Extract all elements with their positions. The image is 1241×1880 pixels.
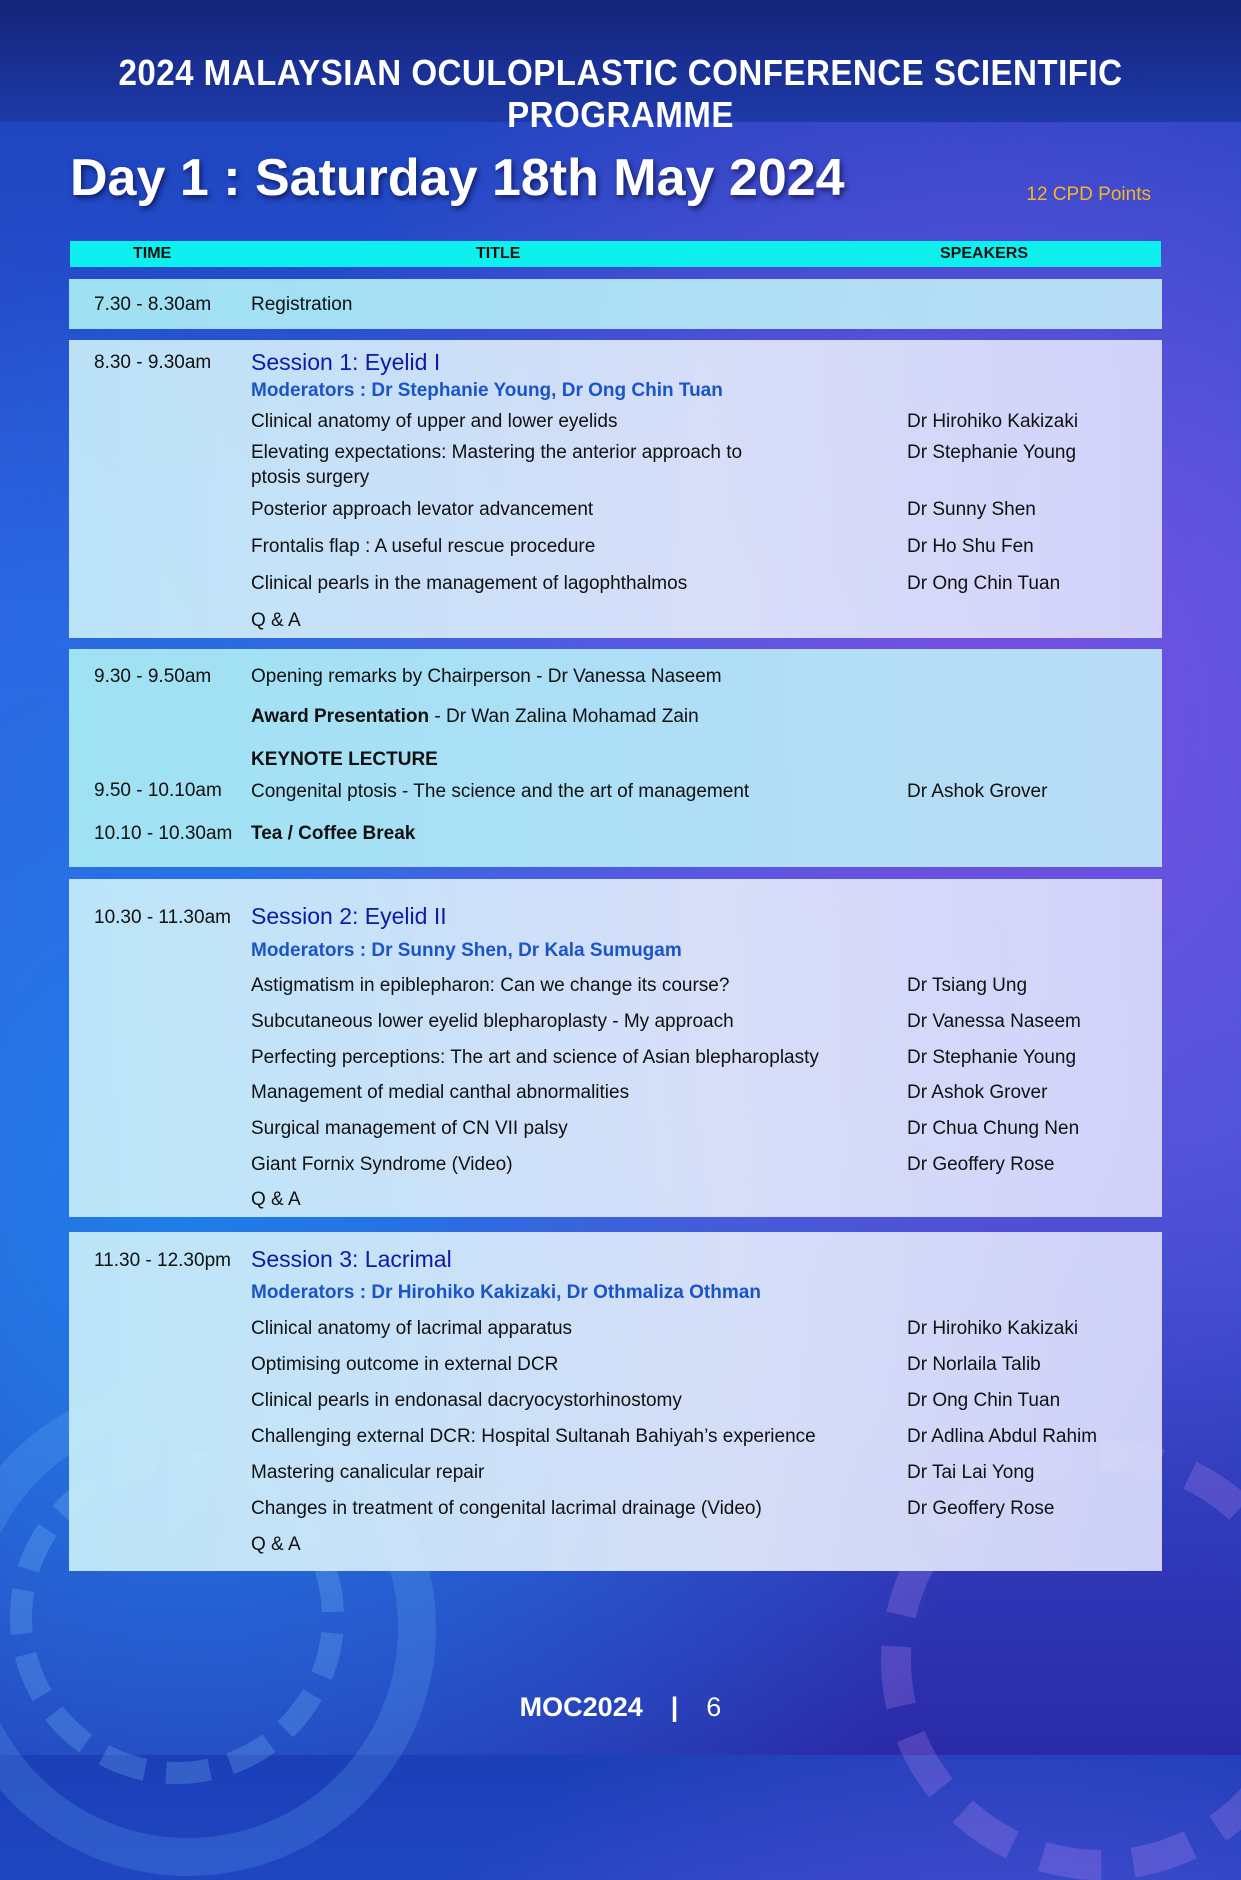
page-footer bbox=[0, 1692, 1241, 1723]
talk-speaker: Dr Tai Lai Yong bbox=[907, 1462, 1035, 1483]
talk-title-cont: ptosis surgery bbox=[251, 467, 370, 488]
event-name: MOC2024 bbox=[519, 1692, 643, 1722]
talk-speaker: Dr Hirohiko Kakizaki bbox=[907, 411, 1079, 432]
session-3-panel bbox=[69, 1232, 1162, 1571]
session-title: Session 1: Eyelid I bbox=[251, 349, 441, 375]
time-cell: 11.30 - 12.30pm bbox=[94, 1250, 231, 1271]
day-title: Day 1 : Saturday 18th May 2024 bbox=[70, 149, 845, 207]
column-header bbox=[70, 241, 1161, 267]
award-presenter: - Dr Wan Zalina Mohamad Zain bbox=[429, 706, 699, 727]
talk-speaker: Dr Sunny Shen bbox=[907, 499, 1036, 520]
talk-speaker: Dr Adlina Abdul Rahim bbox=[907, 1426, 1098, 1447]
moderators: Moderators : Dr Sunny Shen, Dr Kala Sumugam bbox=[251, 940, 682, 961]
talk-speaker: Dr Geoffery Rose bbox=[907, 1154, 1055, 1175]
talk-speaker: Dr Stephanie Young bbox=[907, 1047, 1077, 1068]
opening-remarks: Opening remarks by Chairperson - Dr Vanessa Naseem bbox=[251, 666, 722, 687]
footer-separator: | bbox=[670, 1692, 679, 1722]
talk-title: Frontalis flap : A useful rescue procedure bbox=[251, 536, 596, 557]
time-cell: 7.30 - 8.30am bbox=[94, 294, 212, 315]
talk-speaker: Dr Vanessa Naseem bbox=[907, 1011, 1081, 1032]
award-label: Award Presentation bbox=[251, 706, 430, 727]
talk-title: Clinical pearls in the management of lagophthalmos bbox=[251, 573, 688, 594]
keynote-title: Congenital ptosis - The science and the art of management bbox=[251, 781, 750, 802]
talk-speaker: Dr Chua Chung Nen bbox=[907, 1118, 1080, 1139]
break-title: Tea / Coffee Break bbox=[251, 823, 416, 844]
talk-title: Giant Fornix Syndrome (Video) bbox=[251, 1154, 513, 1175]
talk-speaker: Dr Geoffery Rose bbox=[907, 1498, 1055, 1519]
header-bar bbox=[0, 0, 1241, 135]
column-title: TITLE bbox=[476, 245, 521, 262]
cpd-points: 12 CPD Points bbox=[1026, 184, 1151, 205]
column-speakers: SPEAKERS bbox=[940, 245, 1029, 262]
talk-title: Subcutaneous lower eyelid blepharoplasty - My approach bbox=[251, 1011, 734, 1032]
qa-label: Q & A bbox=[251, 610, 301, 631]
talk-speaker: Dr Tsiang Ung bbox=[907, 975, 1028, 996]
talk-title: Perfecting perceptions: The art and science of Asian blepharoplasty bbox=[251, 1047, 819, 1068]
time-cell: 9.30 - 9.50am bbox=[94, 666, 212, 687]
talk-title: Surgical management of CN VII palsy bbox=[251, 1118, 568, 1139]
award-presentation bbox=[251, 706, 699, 728]
keynote-speaker: Dr Ashok Grover bbox=[907, 781, 1048, 802]
time-cell: 9.50 - 10.10am bbox=[94, 780, 222, 801]
talk-title: Changes in treatment of congenital lacrimal drainage (Video) bbox=[251, 1498, 762, 1519]
session-1-panel bbox=[69, 340, 1162, 638]
moderators: Moderators : Dr Hirohiko Kakizaki, Dr Othmaliza Othman bbox=[251, 1282, 761, 1303]
programme-title: 2024 MALAYSIAN OCULOPLASTIC CONFERENCE SCIENTIFIC PROGRAMME bbox=[118, 52, 1123, 135]
talk-title: Clinical pearls in endonasal dacryocystorhinostomy bbox=[251, 1390, 682, 1411]
session-title: Session 2: Eyelid II bbox=[251, 903, 447, 929]
time-cell: 10.30 - 11.30am bbox=[94, 907, 231, 928]
talk-speaker: Dr Hirohiko Kakizaki bbox=[907, 1318, 1079, 1339]
talk-title: Management of medial canthal abnormalities bbox=[251, 1082, 630, 1103]
talk-speaker: Dr Ashok Grover bbox=[907, 1082, 1048, 1103]
title-cell: Registration bbox=[251, 294, 353, 315]
opening-panel bbox=[69, 649, 1162, 867]
talk-speaker: Dr Ong Chin Tuan bbox=[907, 573, 1061, 594]
moderators: Moderators : Dr Stephanie Young, Dr Ong Chin Tuan bbox=[251, 380, 723, 401]
talk-speaker: Dr Stephanie Young bbox=[907, 442, 1077, 463]
time-cell: 10.10 - 10.30am bbox=[94, 823, 233, 844]
talk-title: Elevating expectations: Mastering the anterior approach to bbox=[251, 442, 743, 463]
talk-speaker: Dr Ong Chin Tuan bbox=[907, 1390, 1061, 1411]
talk-title: Clinical anatomy of upper and lower eyelids bbox=[251, 411, 618, 432]
column-time: TIME bbox=[133, 245, 172, 262]
registration-row bbox=[69, 279, 1162, 329]
page-number: 6 bbox=[706, 1692, 722, 1722]
talk-title: Astigmatism in epiblepharon: Can we change its course? bbox=[251, 975, 730, 996]
talk-title: Optimising outcome in external DCR bbox=[251, 1354, 559, 1375]
talk-title: Clinical anatomy of lacrimal apparatus bbox=[251, 1318, 573, 1339]
talk-title: Challenging external DCR: Hospital Sultanah Bahiyah’s experience bbox=[251, 1426, 816, 1447]
session-2-panel bbox=[69, 879, 1162, 1217]
talk-title: Mastering canalicular repair bbox=[251, 1462, 485, 1483]
qa-label: Q & A bbox=[251, 1534, 301, 1555]
session-title: Session 3: Lacrimal bbox=[251, 1246, 452, 1272]
talk-title: Posterior approach levator advancement bbox=[251, 499, 594, 520]
talk-speaker: Dr Ho Shu Fen bbox=[907, 536, 1034, 557]
qa-label: Q & A bbox=[251, 1189, 301, 1210]
talk-speaker: Dr Norlaila Talib bbox=[907, 1354, 1041, 1375]
time-cell: 8.30 - 9.30am bbox=[94, 352, 212, 373]
keynote-label: KEYNOTE LECTURE bbox=[251, 749, 438, 770]
